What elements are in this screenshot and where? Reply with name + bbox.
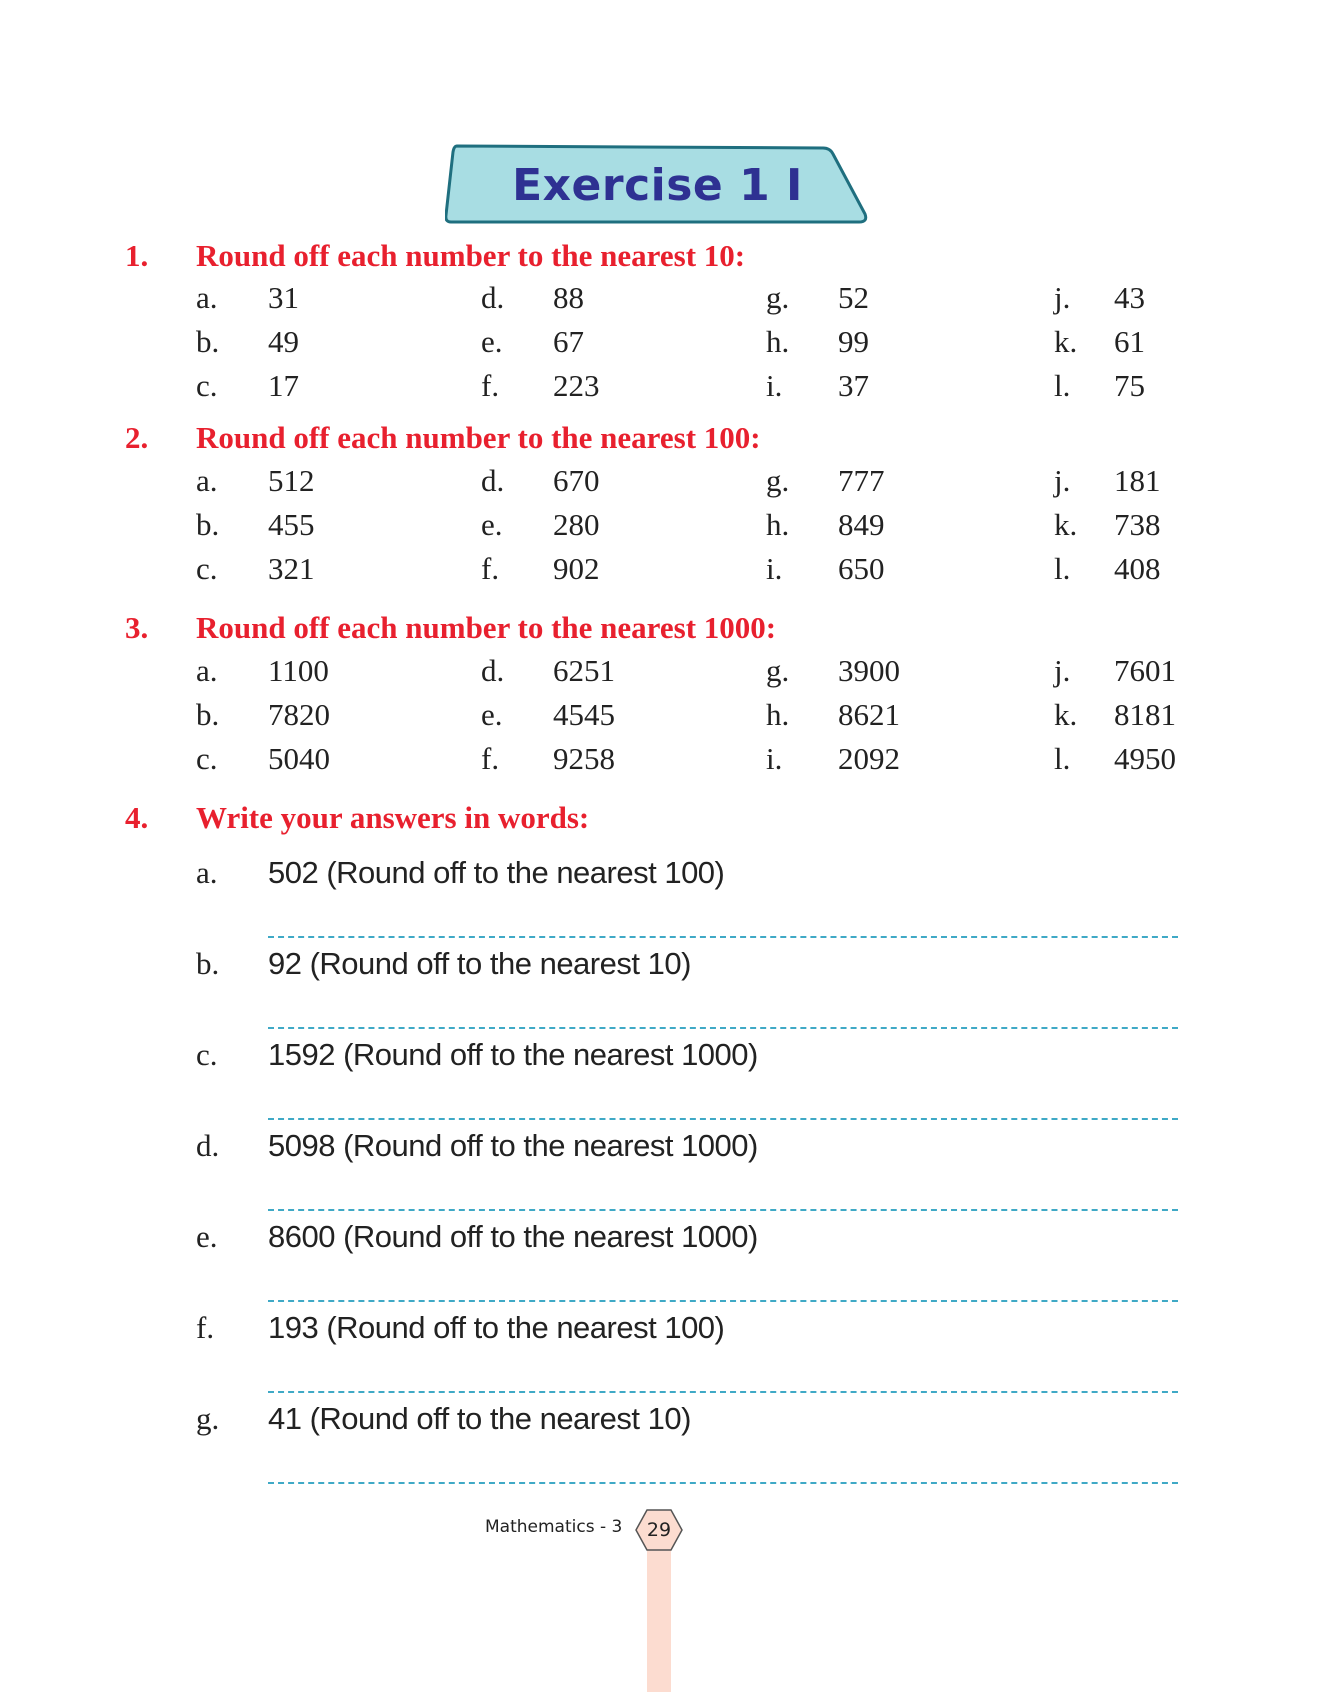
question-1-grid bbox=[196, 280, 1196, 412]
item-label: g. bbox=[766, 463, 790, 498]
item-question: 92 (Round off to the nearest 10) bbox=[268, 946, 691, 981]
item-label: a. bbox=[196, 653, 218, 688]
question-4-heading: Write your answers in words: bbox=[196, 800, 590, 835]
item-label: h. bbox=[766, 324, 790, 359]
item-question: 1592 (Round off to the nearest 1000) bbox=[268, 1037, 758, 1072]
item-label: k. bbox=[1054, 507, 1078, 542]
item-value: 280 bbox=[553, 507, 600, 542]
question-2-grid bbox=[196, 463, 1196, 595]
grid-row bbox=[196, 507, 1196, 551]
item-value: 17 bbox=[268, 368, 299, 403]
question-2-heading: Round off each number to the nearest 100: bbox=[196, 420, 761, 455]
item-label: h. bbox=[766, 507, 790, 542]
grid-row bbox=[196, 653, 1196, 697]
answer-line[interactable] bbox=[268, 1300, 1178, 1302]
item-value: 49 bbox=[268, 324, 299, 359]
item-value: 99 bbox=[838, 324, 869, 359]
item-label: e. bbox=[481, 507, 503, 542]
page-number-badge bbox=[634, 1508, 684, 1552]
item-label: h. bbox=[766, 697, 790, 732]
question-4-number: 4. bbox=[125, 800, 149, 835]
item-label: c. bbox=[196, 368, 218, 403]
item-label: f. bbox=[481, 551, 500, 586]
answer-line[interactable] bbox=[268, 1027, 1178, 1029]
item-label: b. bbox=[196, 324, 220, 359]
item-value: 6251 bbox=[553, 653, 615, 688]
item-value: 738 bbox=[1114, 507, 1161, 542]
item-value: 88 bbox=[553, 280, 584, 315]
grid-row bbox=[196, 368, 1196, 412]
grid-row bbox=[196, 463, 1196, 507]
item-label: a. bbox=[196, 463, 218, 498]
item-value: 321 bbox=[268, 551, 315, 586]
item-label: b. bbox=[196, 697, 220, 732]
question-3-number: 3. bbox=[125, 610, 149, 645]
item-value: 67 bbox=[553, 324, 584, 359]
item-value: 181 bbox=[1114, 463, 1161, 498]
item-value: 408 bbox=[1114, 551, 1161, 586]
item-label: c. bbox=[196, 741, 218, 776]
item-value: 8181 bbox=[1114, 697, 1176, 732]
word-item bbox=[196, 855, 1176, 947]
item-label: a. bbox=[196, 855, 218, 890]
item-label: d. bbox=[481, 653, 505, 688]
item-label: k. bbox=[1054, 324, 1078, 359]
item-question: 41 (Round off to the nearest 10) bbox=[268, 1401, 691, 1436]
item-label: b. bbox=[196, 507, 220, 542]
item-question: 8600 (Round off to the nearest 1000) bbox=[268, 1219, 758, 1254]
item-value: 5040 bbox=[268, 741, 330, 776]
item-label: g. bbox=[196, 1401, 220, 1436]
word-item bbox=[196, 1128, 1176, 1220]
item-value: 902 bbox=[553, 551, 600, 586]
item-label: l. bbox=[1054, 551, 1071, 586]
question-3-grid bbox=[196, 653, 1196, 785]
item-label: i. bbox=[766, 741, 783, 776]
item-label: g. bbox=[766, 653, 790, 688]
item-label: e. bbox=[481, 324, 503, 359]
item-question: 193 (Round off to the nearest 100) bbox=[268, 1310, 725, 1345]
item-label: d. bbox=[481, 463, 505, 498]
item-label: a. bbox=[196, 280, 218, 315]
word-item bbox=[196, 946, 1176, 1038]
item-question: 502 (Round off to the nearest 100) bbox=[268, 855, 725, 890]
item-label: e. bbox=[196, 1219, 218, 1254]
item-value: 61 bbox=[1114, 324, 1145, 359]
question-1-heading: Round off each number to the nearest 10: bbox=[196, 238, 746, 273]
item-value: 7820 bbox=[268, 697, 330, 732]
item-value: 75 bbox=[1114, 368, 1145, 403]
question-3-heading: Round off each number to the nearest 1000: bbox=[196, 610, 777, 645]
item-label: d. bbox=[481, 280, 505, 315]
item-value: 849 bbox=[838, 507, 885, 542]
question-1-number: 1. bbox=[125, 238, 149, 273]
item-label: e. bbox=[481, 697, 503, 732]
item-label: j. bbox=[1054, 280, 1071, 315]
word-item bbox=[196, 1037, 1176, 1129]
answer-line[interactable] bbox=[268, 1391, 1178, 1393]
item-value: 777 bbox=[838, 463, 885, 498]
item-label: l. bbox=[1054, 368, 1071, 403]
item-value: 650 bbox=[838, 551, 885, 586]
item-value: 512 bbox=[268, 463, 315, 498]
item-value: 3900 bbox=[838, 653, 900, 688]
item-label: l. bbox=[1054, 741, 1071, 776]
item-value: 52 bbox=[838, 280, 869, 315]
question-2-number: 2. bbox=[125, 420, 149, 455]
grid-row bbox=[196, 741, 1196, 785]
answer-line[interactable] bbox=[268, 936, 1178, 938]
item-label: f. bbox=[481, 368, 500, 403]
item-label: f. bbox=[196, 1310, 215, 1345]
item-label: i. bbox=[766, 368, 783, 403]
item-label: c. bbox=[196, 1037, 218, 1072]
answer-line[interactable] bbox=[268, 1209, 1178, 1211]
word-item bbox=[196, 1401, 1176, 1493]
item-value: 1100 bbox=[268, 653, 329, 688]
item-value: 2092 bbox=[838, 741, 900, 776]
exercise-title-banner bbox=[445, 142, 870, 228]
item-label: b. bbox=[196, 946, 220, 981]
exercise-title: Exercise 1 I bbox=[512, 159, 803, 211]
item-label: g. bbox=[766, 280, 790, 315]
item-value: 31 bbox=[268, 280, 299, 315]
item-label: c. bbox=[196, 551, 218, 586]
item-label: k. bbox=[1054, 697, 1078, 732]
answer-line[interactable] bbox=[268, 1118, 1178, 1120]
item-value: 223 bbox=[553, 368, 600, 403]
grid-row bbox=[196, 324, 1196, 368]
item-question: 5098 (Round off to the nearest 1000) bbox=[268, 1128, 758, 1163]
item-value: 37 bbox=[838, 368, 869, 403]
page-tab-strip bbox=[647, 1545, 671, 1692]
item-value: 7601 bbox=[1114, 653, 1176, 688]
item-label: j. bbox=[1054, 653, 1071, 688]
grid-row bbox=[196, 280, 1196, 324]
page-number: 29 bbox=[646, 1519, 672, 1541]
word-item bbox=[196, 1219, 1176, 1311]
item-value: 43 bbox=[1114, 280, 1145, 315]
word-item bbox=[196, 1310, 1176, 1402]
item-value: 9258 bbox=[553, 741, 615, 776]
item-value: 670 bbox=[553, 463, 600, 498]
item-label: f. bbox=[481, 741, 500, 776]
item-value: 4545 bbox=[553, 697, 615, 732]
grid-row bbox=[196, 551, 1196, 595]
grid-row bbox=[196, 697, 1196, 741]
item-label: j. bbox=[1054, 463, 1071, 498]
answer-line[interactable] bbox=[268, 1482, 1178, 1484]
item-value: 4950 bbox=[1114, 741, 1176, 776]
footer-subject: Mathematics - 3 bbox=[485, 1517, 623, 1537]
item-value: 8621 bbox=[838, 697, 900, 732]
item-label: i. bbox=[766, 551, 783, 586]
item-value: 455 bbox=[268, 507, 315, 542]
item-label: d. bbox=[196, 1128, 220, 1163]
